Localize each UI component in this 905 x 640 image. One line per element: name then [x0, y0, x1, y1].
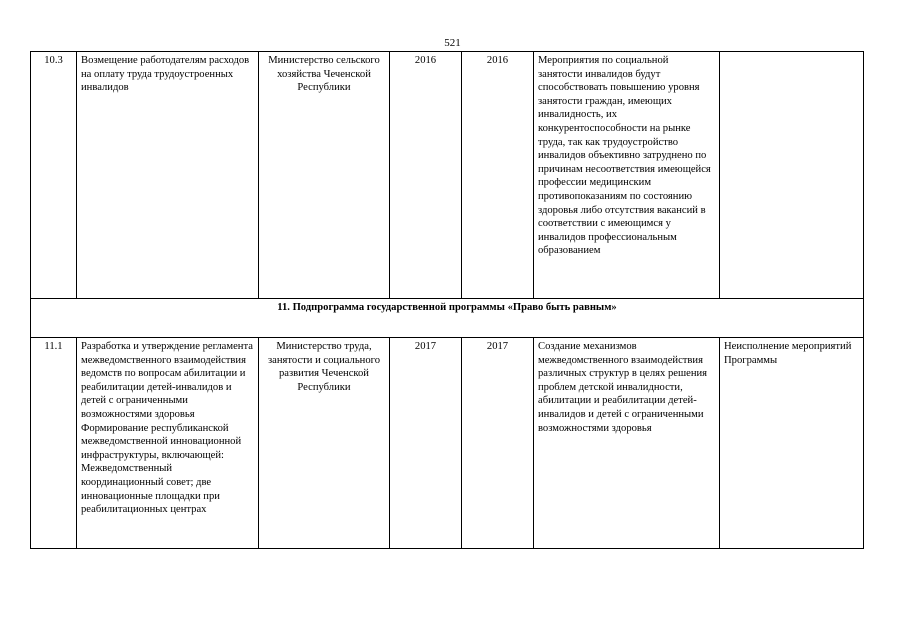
non-implementation-consequence — [720, 52, 864, 299]
row-number: 11.1 — [31, 338, 77, 549]
end-year: 2017 — [462, 338, 534, 549]
end-year: 2016 — [462, 52, 534, 299]
non-implementation-consequence: Неисполнение мероприятий Программы — [720, 338, 864, 549]
section-row — [31, 299, 864, 338]
responsible-org: Министерство труда, занятости и социального развития Чеченской Республики — [259, 338, 390, 549]
table-row — [31, 338, 864, 549]
program-table — [30, 51, 864, 549]
expected-result: Создание механизмов межведомственного взаимодействия различных структур в целях решения проблем детской инвалидности, абилитации и реабилитации детей-инвалидов и детей с ограниченными возможностями здоровья — [534, 338, 720, 549]
expected-result: Мероприятия по социальной занятости инвалидов будут способствовать повышению уровня занятости граждан, имеющих инвалидность, их конкурентоспособности на рынке труда, так как трудоустройство инвалидов объективно затруднено по причинам несоответствия имеющейся профессии медицинским противопоказаниям по состоянию здоровья либо отсутствия вакансий в соответствии с имеющимся у инвалидов профессиональным образованием — [534, 52, 720, 299]
activity-title: Возмещение работодателям расходов на оплату труда трудоустроенных инвалидов — [77, 52, 259, 299]
row-number: 10.3 — [31, 52, 77, 299]
start-year: 2017 — [390, 338, 462, 549]
section-title: 11. Подпрограмма государственной программы «Право быть равным» — [31, 299, 864, 338]
activity-title: Разработка и утверждение регламента межведомственного взаимодействия ведомств по вопросам абилитации и реабилитации детей-инвалидов и детей с ограниченными возможностями здоровья Формирование республиканской межведомственной инновационной инфраструктуры, включающей: Межведомственный координационный совет; две инновационные площадки при реабилитационных центрах — [77, 338, 259, 549]
responsible-org: Министерство сельского хозяйства Чеченской Республики — [259, 52, 390, 299]
page-number: 521 — [444, 37, 461, 49]
table-row — [31, 52, 864, 299]
start-year: 2016 — [390, 52, 462, 299]
